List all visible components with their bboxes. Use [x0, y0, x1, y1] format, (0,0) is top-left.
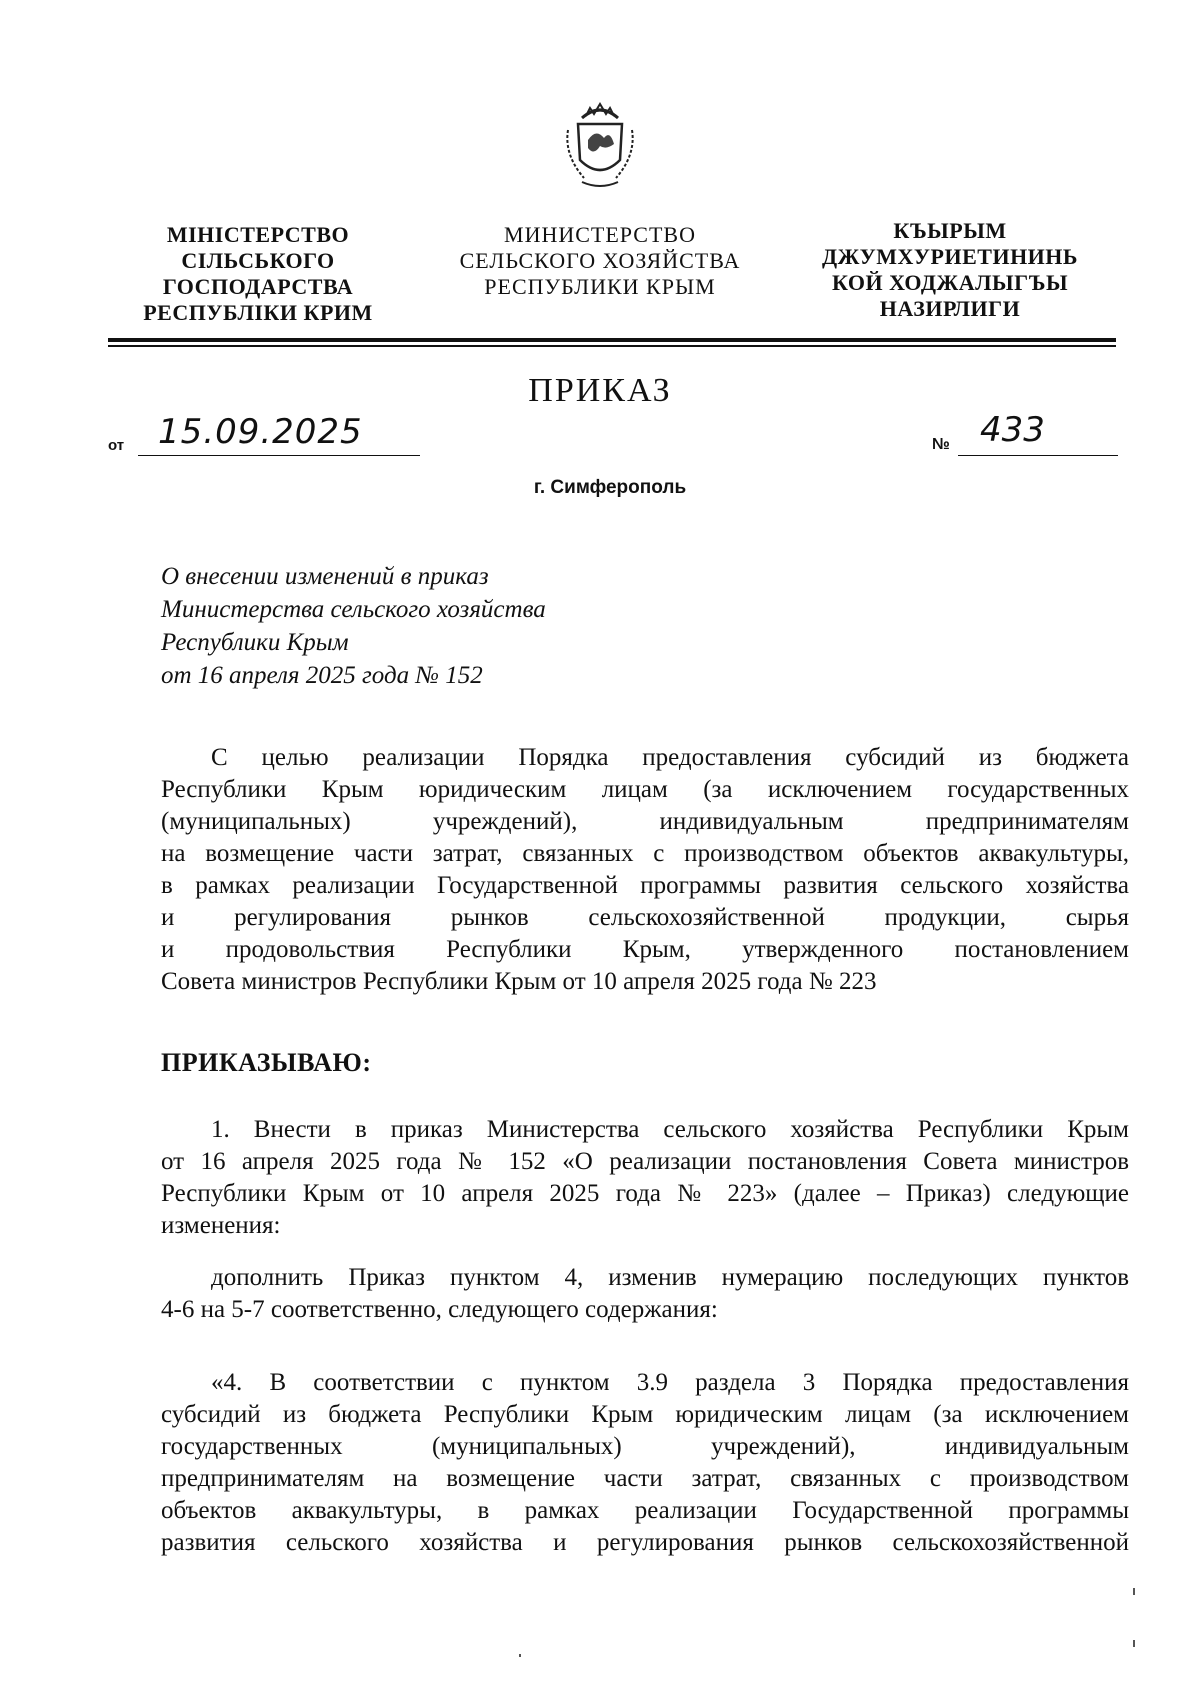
text-line: дополнить Приказ пунктом 4, изменив нумерацию последующих пунктов — [211, 1264, 1129, 1291]
subject-line: от 16 апреля 2025 года № 152 — [161, 662, 483, 689]
text-line: развития сельского хозяйства и регулирования рынков сельскохозяйственной — [161, 1529, 1129, 1556]
header-line: РЕСПУБЛІКИ КРИМ — [143, 300, 373, 325]
handwritten-number: 433 — [980, 410, 1045, 450]
crimea-coat-of-arms-icon — [560, 100, 640, 195]
document-subject — [161, 560, 546, 692]
header-line: МИНИСТЕРСТВО — [504, 222, 696, 247]
preamble-paragraph — [161, 742, 1129, 998]
text-line: Республики Крым от 10 апреля 2025 года № 223» (далее – Приказ) следующие — [161, 1180, 1129, 1207]
subject-line: О внесении изменений в приказ — [161, 563, 489, 590]
subject-line: Министерства сельского хозяйства — [161, 596, 546, 623]
header-line: ГОСПОДАРСТВА — [162, 274, 354, 299]
text-line: «4. В соответствии с пунктом 3.9 раздела 3 Порядка предоставления — [211, 1369, 1129, 1396]
text-line: в рамках реализации Государственной программы развития сельского хозяйства — [161, 872, 1129, 899]
subject-line: Республики Крым — [161, 629, 349, 656]
ministry-name-crimean-tatar — [800, 218, 1100, 322]
ministry-name-russian — [430, 222, 770, 300]
ministry-name-ukrainian — [128, 222, 388, 326]
text-line: Совета министров Республики Крым от 10 апреля 2025 года № 223 — [161, 968, 877, 995]
header-line: КЪЫРЫМ — [893, 218, 1007, 243]
number-label: № — [932, 436, 950, 453]
text-line: и продовольствия Республики Крым, утвержденного постановлением — [161, 936, 1129, 963]
number-underline — [958, 455, 1118, 456]
text-line: и регулирования рынков сельскохозяйственной продукции, сырья — [161, 904, 1129, 931]
header-line: ДЖУМХУРИЕТИНИНЬ — [822, 244, 1078, 269]
header-line: СІЛЬСЬКОГО — [181, 248, 335, 273]
header-divider-thin — [108, 345, 1116, 347]
header-divider-thick — [108, 338, 1116, 342]
order-directive-heading: ПРИКАЗЫВАЮ: — [161, 1048, 372, 1077]
header-line: КОЙ ХОДЖАЛЫГЪЫ — [831, 270, 1069, 295]
new-item-4-paragraph — [161, 1367, 1129, 1559]
text-line: государственных (муниципальных) учреждений), индивидуальным — [161, 1433, 1129, 1460]
date-underline — [138, 455, 420, 456]
text-line: субсидий из бюджета Республики Крым юридическим лицам (за исключением — [161, 1401, 1129, 1428]
text-line: Республики Крым юридическим лицам (за исключением государственных — [161, 776, 1129, 803]
text-line: С целью реализации Порядка предоставления субсидий из бюджета — [211, 744, 1129, 771]
document-title: ПРИКАЗ — [528, 372, 672, 409]
text-line: предпринимателям на возмещение части затрат, связанных с производством — [161, 1465, 1129, 1492]
date-label: от — [108, 437, 125, 454]
text-line: (муниципальных) учреждений), индивидуальным предпринимателям — [161, 808, 1129, 835]
text-line: объектов аквакультуры, в рамках реализации Государственной программы — [161, 1497, 1129, 1524]
city-line: г. Симферополь — [533, 477, 687, 498]
text-line: 4-6 на 5-7 соответственно, следующего содержания: — [161, 1296, 718, 1323]
header-line: МІНІСТЕРСТВО — [166, 222, 350, 247]
text-line: от 16 апреля 2025 года № 152 «О реализации постановления Совета министров — [161, 1148, 1129, 1175]
header-line: СЕЛЬСКОГО ХОЗЯЙСТВА — [459, 248, 741, 273]
header-line: НАЗИРЛИГИ — [879, 296, 1021, 321]
order-item-1 — [161, 1114, 1129, 1242]
scan-speck — [1133, 1640, 1135, 1647]
text-line: на возмещение части затрат, связанных с производством объектов аквакультуры, — [161, 840, 1129, 867]
scan-speck — [519, 1654, 521, 1657]
amendment-paragraph — [161, 1262, 1129, 1326]
scan-speck — [1133, 1588, 1135, 1595]
text-line: 1. Внести в приказ Министерства сельского хозяйства Республики Крым — [211, 1116, 1129, 1143]
header-line: РЕСПУБЛИКИ КРЫМ — [484, 274, 716, 299]
text-line: изменения: — [161, 1212, 281, 1239]
handwritten-date: 15.09.2025 — [158, 412, 363, 452]
